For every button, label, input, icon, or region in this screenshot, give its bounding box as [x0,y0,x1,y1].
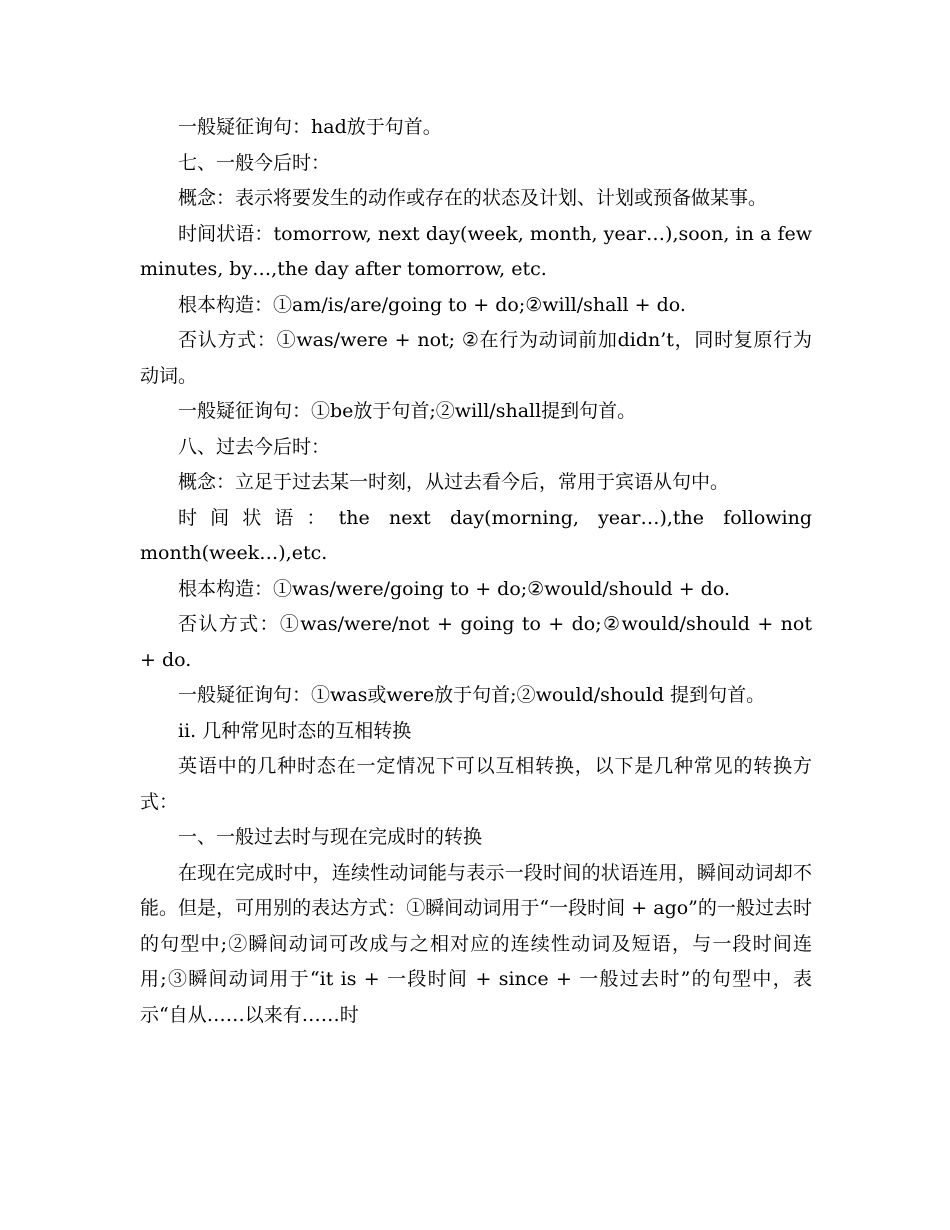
paragraph-future-in-past-structure: 根本构造：①was/were/going to + do;②would/should + do. [178,577,730,600]
paragraph-future-negation: 否认方式：①was/were + not; ②在行为动词前加didn’t，同时复原行为动词。 [140,329,812,387]
document-body [140,110,812,1033]
heading-future-in-past: 八、过去今后时： [178,435,331,458]
heading-past-perfect-conversion: 一、一般过去时与现在完成时的转换 [178,826,483,848]
heading-simple-future: 七、一般今后时： [178,151,331,174]
paragraph-conversion-detail: 在现在完成时中，连续性动词能与表示一段时间的状语连用，瞬间动词却不能。但是，可用别的表达方式：①瞬间动词用于“一段时间 + ago”的一般过去时的句型中;②瞬间动词可改成与之相对应的连续性动词及短语，与一段时间连用;③瞬间动词用于“it is + 一段时间 + since + 一般过去时”的句型中，表示“自从……以来有……时 [140,861,812,1026]
paragraph-future-in-past-question: 一般疑征询句：①was或were放于句首;②would/should 提到句首。 [178,684,766,706]
paragraph-future-in-past-concept: 概念：立足于过去某一时刻，从过去看今后，常用于宾语从句中。 [178,471,730,493]
paragraph-had-question: 一般疑征询句：had放于句首。 [178,116,442,138]
paragraph-future-concept: 概念：表示将要发生的动作或存在的状态及计划、计划或预备做某事。 [178,187,768,209]
paragraph-future-in-past-negation: 否认方式：①was/were/not + going to + do;②would/should + not + do. [140,613,812,671]
paragraph-future-time-adverbials: 时间状语：tomorrow, next day(week, month, year…),soon, in a few minutes, by…,the day after tomorrow, etc. [140,222,812,280]
section-heading-tense-conversion: ⅱ. 几种常见时态的互相转换 [178,719,412,742]
paragraph-conversion-intro: 英语中的几种时态在一定情况下可以互相转换，以下是几种常见的转换方式： [140,755,812,813]
paragraph-future-in-past-time-adverbials: 时间状语：the next day(morning, year…),the following month(week…),etc. [140,506,812,564]
paragraph-future-question: 一般疑征询句：①be放于句首;②will/shall提到句首。 [178,400,637,422]
paragraph-future-structure: 根本构造：①am/is/are/going to + do;②will/shall + do. [178,293,686,316]
